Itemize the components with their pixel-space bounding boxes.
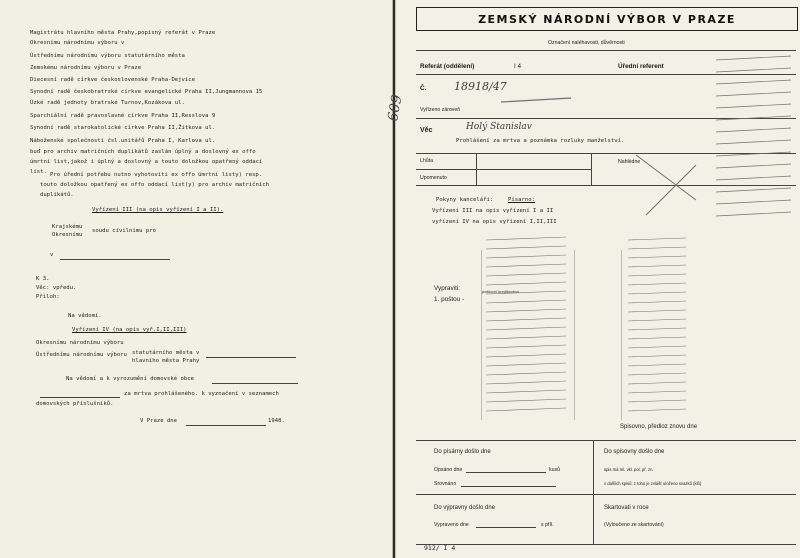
vedomi-domovske: Na vědomí a k vyrozumění domovské obce — [66, 376, 194, 382]
pencil-stroke — [628, 292, 686, 294]
pencil-stroke — [486, 327, 566, 330]
archive-stamp: 609 — [385, 93, 406, 123]
pencil-stroke — [628, 310, 686, 312]
pencil-stroke — [486, 246, 566, 249]
s-pril: s příl. — [541, 522, 554, 528]
pencil-stroke — [628, 382, 686, 384]
pencil-stroke — [716, 104, 791, 108]
referat-value: I 4 — [514, 63, 522, 70]
na-vedomi: Na vědomí. — [68, 313, 102, 319]
addressee-line: Synodní radě českobratrské církve evangelické Praha II,Jungmannova 15 — [30, 89, 263, 95]
pencil-stroke — [628, 319, 686, 321]
pencil-stroke — [716, 116, 791, 120]
vec-label: Věc — [420, 127, 433, 134]
pencil-stroke — [486, 363, 566, 366]
para2-line: touto doložkou opatřený ex offo oddací list(y) pro archiv matričních — [40, 182, 270, 188]
skartovati: Skartovati v roce — [604, 505, 649, 511]
vec-text: Prohlášení za mrtva a poznámka rozluky manželství. — [456, 138, 625, 144]
pencil-stroke — [486, 390, 566, 393]
date-line — [186, 425, 266, 426]
vyrizeni-iii: Vyřízení III (na opis vyřízení I a II). — [92, 207, 224, 213]
pencil-stroke — [486, 309, 566, 312]
pencil-stroke — [486, 372, 566, 375]
pencil-stroke — [628, 364, 686, 366]
addressee-line: Okresnímu národnímu výboru v — [30, 40, 125, 46]
pencil-stroke — [628, 265, 686, 267]
vyrizeno-zaroven: Vyřízeno zároveň — [420, 107, 461, 113]
left-page — [0, 0, 393, 558]
document-title: ZEMSKÝ NÁRODNÍ VÝBOR V PRAZE — [478, 13, 736, 26]
pencil-stroke — [628, 328, 686, 330]
pencil-stroke — [628, 355, 686, 357]
pencil-stroke — [501, 98, 571, 102]
pencil-stroke — [716, 212, 791, 216]
vyrizeni-line-1: Vyřízení III na opis vyřízení I a II — [432, 208, 554, 214]
pencil-stroke — [628, 274, 686, 276]
pencil-stroke — [628, 247, 686, 249]
pencil-stroke — [486, 336, 566, 339]
pencil-stroke — [636, 155, 696, 200]
postou: 1. poštou - — [434, 296, 465, 303]
pencil-stroke — [716, 68, 791, 72]
spisovna-detail: spis má rel. vkl. pol. př. zn. — [604, 467, 654, 472]
pencil-stroke — [628, 346, 686, 348]
v-label: v — [50, 252, 54, 258]
pencil-calculations — [396, 0, 800, 558]
pencil-stroke — [716, 56, 791, 60]
pencil-stroke — [486, 381, 566, 384]
k3: K 3. — [36, 276, 50, 282]
uredni-referent: Úřední referent — [618, 63, 664, 70]
pencil-stroke — [486, 300, 566, 303]
pencil-stroke — [486, 318, 566, 321]
pencil-stroke — [628, 373, 686, 375]
referat-label: Referát (oddělení) — [420, 63, 475, 70]
addressee-line: Úzké radě jednoty bratrské Turnov,Kozákova ul. — [30, 100, 185, 106]
dalsich: x dalších spisů: z toho je zvlášť uloženo svazků (klů) — [604, 481, 702, 486]
soudu: soudu civilnímu pro — [92, 228, 156, 234]
addressee-line: Náboženské společnosti čsl.unitářů Praha I, Karlova ul. — [30, 138, 216, 144]
line — [206, 357, 296, 358]
addressee-line: Diecesní radě církve československé Praha-Dejvice — [30, 77, 196, 83]
upomenuto: Upomenuto — [420, 175, 447, 181]
pokyny-kancelari: Pokyny kanceláři: — [436, 197, 494, 203]
pencil-stroke — [716, 176, 791, 180]
vypraviti: Vypraviti: — [434, 285, 461, 292]
okresnimu-nv: Okresnímu národnímu výboru — [36, 340, 124, 346]
opsano: Opsáno dne — [434, 467, 463, 473]
pencil-stroke — [628, 400, 686, 402]
addressee-line: Sparchiální radě pravoslavné církve Praha II,Resslova 9 — [30, 113, 216, 119]
spisovno: Spisovno, předloz znovu dne — [620, 424, 698, 430]
pencil-stroke — [486, 408, 566, 411]
addressee-line: Magistrátu hlavního města Prahy,popisný referát v Praze — [30, 30, 216, 36]
right-page — [395, 0, 800, 558]
addressee-line: buď pro archiv matričních duplikátů zaslán úplný a doslovný ex offo — [30, 149, 256, 155]
vylouceno: (Vyloučeno ze skartování) — [604, 522, 664, 528]
pencil-stroke — [628, 283, 686, 285]
ustrednimu-nv: Ústřednímu národnímu výboru — [36, 352, 127, 358]
addressee-line: Zemskému národnímu výboru v Praze — [30, 65, 142, 71]
addressee-line: Synodní radě starokatolické církve Praha II,Žitkova ul. — [30, 125, 216, 131]
para2-line: Pro úřední potřebu nutno vyhotoviti ex offo úmrtní listy) resp. — [50, 172, 263, 178]
pencil-stroke — [486, 291, 566, 294]
pencil-stroke — [716, 92, 791, 96]
footer-number: 912/ I 4 — [424, 544, 456, 552]
addressee-line: úmrtní list,jakož i úplný a doslovný a touto doložkou opatřený oddací — [30, 159, 263, 165]
okresnimu: Okresnímu — [52, 232, 83, 238]
hlavniho: hlavního města Prahy — [132, 358, 200, 364]
priloh: Příloh: — [36, 294, 60, 300]
do-spisovny: Do spisovny došlo dne — [604, 449, 665, 455]
pencil-stroke — [716, 128, 791, 132]
pencil-stroke — [486, 354, 566, 357]
nahledne: Nahlédne — [618, 159, 641, 165]
pencil-stroke — [628, 337, 686, 339]
lhuta: Lhůta — [420, 158, 433, 164]
oznaceni: Označení naléhavosti, důvěrnosti — [548, 40, 625, 46]
pencil-stroke — [716, 152, 791, 156]
postovni: poštovní kreditováno — [482, 289, 519, 294]
pencil-stroke — [716, 164, 791, 168]
spis-number: 18918/47 — [454, 80, 507, 93]
vypraveno: Vypraveno dne — [434, 522, 469, 528]
pencil-stroke — [716, 80, 791, 84]
vec-name: Holý Stanislav — [466, 122, 532, 132]
pencil-stroke — [486, 345, 566, 348]
pencil-stroke — [486, 237, 566, 240]
vyrizeni-line-2: vyřízení IV na opis vyřízení I,II,III — [432, 219, 557, 225]
do-vypravny: Do výpravny došlo dne — [434, 505, 496, 511]
line — [212, 383, 298, 384]
pencil-stroke — [716, 140, 791, 144]
c-label: Č. — [420, 85, 427, 92]
pencil-stroke — [628, 409, 686, 411]
addressee-line: Ústřednímu národnímu výboru statutárního města — [30, 53, 185, 59]
krajskemu: Krajskému — [52, 224, 83, 230]
pencil-stroke — [628, 238, 686, 240]
pencil-stroke — [716, 200, 791, 204]
domovskych: domovských příslušníků. — [36, 401, 114, 407]
year: 1948. — [268, 418, 285, 424]
pencil-stroke — [486, 273, 566, 276]
pencil-stroke — [716, 188, 791, 192]
line — [40, 397, 120, 398]
kusu: kusů — [549, 467, 560, 473]
pisarno: Písarno: — [508, 197, 535, 203]
do-pisarny: Do písárny došlo dne — [434, 449, 491, 455]
vyrizeni-iv: Vyřízení IV (na opis vyř.I,II,III) — [72, 327, 187, 333]
v-praze: V Praze dne — [140, 418, 178, 424]
pencil-stroke — [486, 255, 566, 258]
za-mrtva: za mrtva prohlášeného. k vyznačení v seznamech — [124, 391, 279, 397]
para2-line: duplikátů. — [40, 192, 74, 198]
pencil-stroke — [486, 264, 566, 267]
addressee-line: list. — [30, 169, 47, 175]
v-line — [60, 259, 170, 260]
statutarniho: statutárního města v — [132, 350, 200, 356]
pencil-stroke — [646, 165, 696, 215]
pencil-stroke — [486, 282, 566, 285]
pencil-stroke — [628, 301, 686, 303]
pencil-stroke — [628, 391, 686, 393]
pencil-stroke — [486, 399, 566, 402]
srovnano: Srovnáno — [434, 481, 457, 487]
vec-vpredu: Věc: vpředu. — [36, 285, 77, 291]
pencil-stroke — [628, 256, 686, 258]
